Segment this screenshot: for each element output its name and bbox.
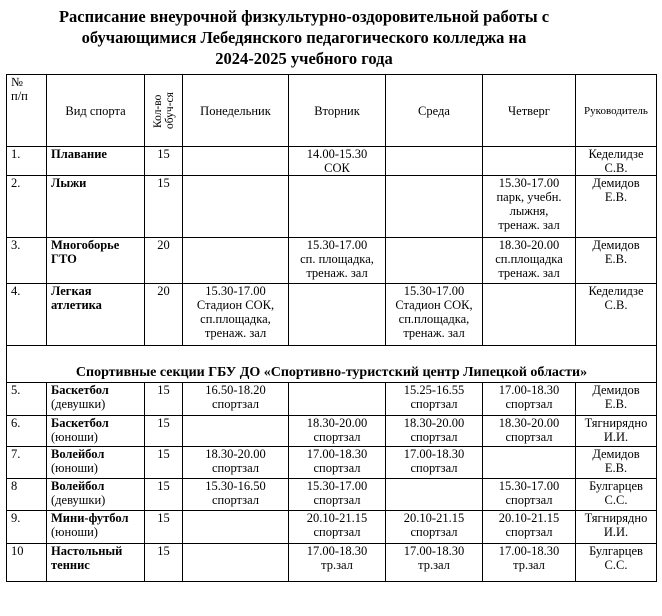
sport-cell [47, 383, 145, 416]
title-line-2: обучающимися Лебедянского педагогического колледжа на [81, 28, 527, 47]
sport-name: Баскетбол [51, 383, 109, 397]
time-slot: 14.00-15.30 [306, 147, 368, 161]
wednesday-cell [386, 176, 483, 238]
location-text: спортзал [313, 493, 361, 507]
sport-name: Волейбол [51, 479, 105, 493]
location-text: Стадион СОК, [196, 298, 275, 312]
table-row [7, 479, 657, 511]
table-row [7, 511, 657, 544]
header-row [7, 75, 657, 147]
sport-name: Настольный [51, 544, 123, 558]
sport-name: Баскетбол [51, 416, 109, 430]
location-text: сп.площадка, [200, 312, 271, 326]
table-row [7, 544, 657, 582]
location-text: СОК [324, 161, 350, 175]
header-num-line2: п/п [11, 89, 28, 103]
leader-surname: Демидов [592, 176, 640, 190]
thursday-cell [483, 511, 576, 544]
tuesday-cell [289, 479, 386, 511]
time-slot: 18.30-20.00 [498, 238, 560, 252]
thursday-cell [483, 147, 576, 176]
leader-cell [576, 176, 657, 238]
location-text: тренаж. зал [403, 326, 465, 340]
leader-initials: И.И. [603, 430, 629, 444]
leader-surname: Демидов [592, 238, 640, 252]
thursday-cell [483, 284, 576, 346]
sport-cell [47, 416, 145, 447]
time-slot: 17.00-18.30 [306, 544, 368, 558]
leader-surname: Демидов [592, 383, 640, 397]
location-text: парк, учебн. [496, 190, 562, 204]
header-leader: Руководитель [576, 75, 657, 147]
tuesday-cell [289, 147, 386, 176]
sport-subtitle: (юноши) [51, 461, 98, 475]
tuesday-cell [289, 511, 386, 544]
monday-cell [183, 416, 289, 447]
student-count: 15 [145, 147, 183, 176]
tuesday-cell [289, 176, 386, 238]
leader-surname: Булгарцев [589, 479, 643, 493]
schedule-table [6, 74, 657, 582]
leader-initials: С.В. [604, 298, 628, 312]
student-count: 15 [145, 447, 183, 479]
sport-cell [47, 447, 145, 479]
sport-cell [47, 479, 145, 511]
leader-surname: Тягнирядно [584, 416, 648, 430]
time-slot: 17.00-18.30 [498, 383, 560, 397]
leader-initials: Е.В. [604, 190, 628, 204]
title-line-3: 2024-2025 учебного года [215, 49, 393, 68]
sport-subtitle: (девушки) [51, 493, 106, 507]
tuesday-cell [289, 238, 386, 284]
monday-cell [183, 511, 289, 544]
sport-name: Волейбол [51, 447, 105, 461]
time-slot: 15.30-17.00 [403, 284, 465, 298]
thursday-cell [483, 238, 576, 284]
monday-cell [183, 447, 289, 479]
location-text: тр.зал [418, 558, 450, 572]
sport-cell [47, 284, 145, 346]
sport-cell [47, 176, 145, 238]
tuesday-cell [289, 383, 386, 416]
time-slot: 18.30-20.00 [205, 447, 266, 461]
location-text: спортзал [505, 397, 553, 411]
leader-surname: Тягнирядно [584, 511, 648, 525]
time-slot: 15.30-16.50 [205, 479, 266, 493]
sport-name: Плавание [51, 147, 107, 161]
monday-cell [183, 176, 289, 238]
leader-surname: Кеделидзе [588, 147, 644, 161]
thursday-cell [483, 416, 576, 447]
location-text: спортзал [505, 430, 553, 444]
time-slot: 17.00-18.30 [498, 544, 560, 558]
wednesday-cell [386, 479, 483, 511]
student-count: 15 [145, 176, 183, 238]
tuesday-cell [289, 284, 386, 346]
student-count: 15 [145, 479, 183, 511]
sport-name: Легкая [51, 284, 92, 298]
row-number: 10 [7, 544, 47, 582]
header-sport: Вид спорта [47, 75, 145, 147]
row-number: 2. [7, 176, 47, 238]
thursday-cell [483, 544, 576, 582]
row-number: 6. [7, 416, 47, 447]
sport-subtitle: теннис [51, 558, 90, 572]
leader-surname: Кеделидзе [588, 284, 644, 298]
time-slot: 17.00-18.30 [403, 544, 465, 558]
time-slot: 15.30-17.00 [498, 479, 560, 493]
leader-initials: Е.В. [604, 252, 628, 266]
leader-cell [576, 544, 657, 582]
row-number: 1. [7, 147, 47, 176]
leader-surname: Булгарцев [589, 544, 643, 558]
tuesday-cell [289, 416, 386, 447]
location-text: тр.зал [321, 558, 353, 572]
student-count: 15 [145, 511, 183, 544]
header-thursday: Четверг [483, 75, 576, 147]
leader-surname: Демидов [592, 447, 640, 461]
time-slot: 20.10-21.15 [498, 511, 560, 525]
wednesday-cell [386, 416, 483, 447]
student-count: 20 [145, 238, 183, 284]
monday-cell [183, 147, 289, 176]
row-number: 3. [7, 238, 47, 284]
sport-subtitle: (юноши) [51, 430, 98, 444]
location-text: тренаж. зал [204, 326, 267, 340]
location-text: тренаж. зал [498, 266, 560, 280]
row-number: 9. [7, 511, 47, 544]
location-text: спортзал [410, 397, 458, 411]
sport-subtitle: (юноши) [51, 525, 98, 539]
table-row [7, 147, 657, 176]
wednesday-cell [386, 447, 483, 479]
thursday-cell [483, 447, 576, 479]
sport-name: Мини-футбол [51, 511, 129, 525]
header-count-line1: Кол-во [151, 93, 164, 128]
time-slot: 18.30-20.00 [306, 416, 368, 430]
header-wednesday: Среда [386, 75, 483, 147]
leader-cell [576, 511, 657, 544]
location-text: спортзал [313, 430, 361, 444]
header-monday: Понедельник [183, 75, 289, 147]
student-count: 15 [145, 416, 183, 447]
location-text: тренаж. зал [306, 266, 368, 280]
row-number: 8 [7, 479, 47, 511]
sport-subtitle: атлетика [51, 298, 102, 312]
leader-cell [576, 447, 657, 479]
location-text: спортзал [211, 397, 260, 411]
location-text: спортзал [410, 430, 458, 444]
leader-initials: Е.В. [604, 461, 628, 475]
table-row [7, 238, 657, 284]
tuesday-cell [289, 544, 386, 582]
sport-subtitle: ГТО [51, 252, 77, 266]
time-slot: 20.10-21.15 [306, 511, 368, 525]
location-text: сп. площадка, [300, 252, 374, 266]
leader-cell [576, 238, 657, 284]
monday-cell [183, 383, 289, 416]
sport-name: Лыжи [51, 176, 87, 190]
document-title [0, 6, 608, 69]
monday-cell [183, 544, 289, 582]
header-count [145, 75, 183, 147]
location-text: тренаж. зал [498, 218, 560, 232]
location-text: лыжня, [509, 204, 549, 218]
monday-cell [183, 284, 289, 346]
location-text: спортзал [410, 525, 458, 539]
table-row [7, 176, 657, 238]
time-slot: 18.30-20.00 [498, 416, 560, 430]
wednesday-cell [386, 383, 483, 416]
monday-cell [183, 238, 289, 284]
sport-cell [47, 544, 145, 582]
time-slot: 17.00-18.30 [403, 447, 465, 461]
tuesday-cell [289, 447, 386, 479]
table-row [7, 383, 657, 416]
time-slot: 15.30-17.00 [306, 479, 368, 493]
sport-name: Многоборье [51, 238, 120, 252]
location-text: спортзал [313, 525, 361, 539]
leader-initials: С.В. [604, 161, 628, 175]
sport-cell [47, 147, 145, 176]
leader-initials: Е.В. [604, 397, 628, 411]
leader-initials: И.И. [603, 525, 629, 539]
thursday-cell [483, 176, 576, 238]
monday-cell [183, 479, 289, 511]
time-slot: 15.30-17.00 [306, 238, 368, 252]
location-text: сп.площадка, [398, 312, 470, 326]
wednesday-cell [386, 511, 483, 544]
leader-cell [576, 284, 657, 346]
time-slot: 15.30-17.00 [205, 284, 266, 298]
location-text: спортзал [505, 525, 553, 539]
section-row [7, 346, 657, 383]
time-slot: 20.10-21.15 [403, 511, 465, 525]
leader-cell [576, 479, 657, 511]
wednesday-cell [386, 284, 483, 346]
table-row [7, 284, 657, 346]
leader-cell [576, 147, 657, 176]
student-count: 20 [145, 284, 183, 346]
location-text: спортзал [211, 461, 260, 475]
wednesday-cell [386, 544, 483, 582]
row-number: 5. [7, 383, 47, 416]
student-count: 15 [145, 544, 183, 582]
location-text: спортзал [313, 461, 361, 475]
header-num [7, 75, 47, 147]
wednesday-cell [386, 147, 483, 176]
wednesday-cell [386, 238, 483, 284]
time-slot: 17.00-18.30 [306, 447, 368, 461]
leader-cell [576, 383, 657, 416]
header-num-line1: № [11, 75, 23, 89]
table-row [7, 416, 657, 447]
location-text: сп.площадка [495, 252, 563, 266]
leader-cell [576, 416, 657, 447]
header-count-line2: обуч-ся [163, 92, 176, 129]
time-slot: 16.50-18.20 [205, 383, 266, 397]
table-row [7, 447, 657, 479]
row-number: 4. [7, 284, 47, 346]
header-tuesday: Вторник [289, 75, 386, 147]
section-title: Спортивные секции ГБУ ДО «Спортивно-туристский центр Липецкой области» [7, 346, 657, 383]
sport-subtitle: (девушки) [51, 397, 106, 411]
location-text: спортзал [410, 461, 458, 475]
location-text: Стадион СОК, [395, 298, 473, 312]
title-line-1: Расписание внеурочной физкультурно-оздоровительной работы с [58, 7, 550, 26]
sport-cell [47, 238, 145, 284]
time-slot: 18.30-20.00 [403, 416, 465, 430]
location-text: спортзал [211, 493, 260, 507]
leader-initials: С.С. [604, 493, 628, 507]
location-text: спортзал [505, 493, 553, 507]
row-number: 7. [7, 447, 47, 479]
student-count: 15 [145, 383, 183, 416]
time-slot: 15.25-16.55 [403, 383, 465, 397]
leader-initials: С.С. [604, 558, 628, 572]
thursday-cell [483, 479, 576, 511]
thursday-cell [483, 383, 576, 416]
location-text: тр.зал [513, 558, 545, 572]
sport-cell [47, 511, 145, 544]
time-slot: 15.30-17.00 [498, 176, 560, 190]
